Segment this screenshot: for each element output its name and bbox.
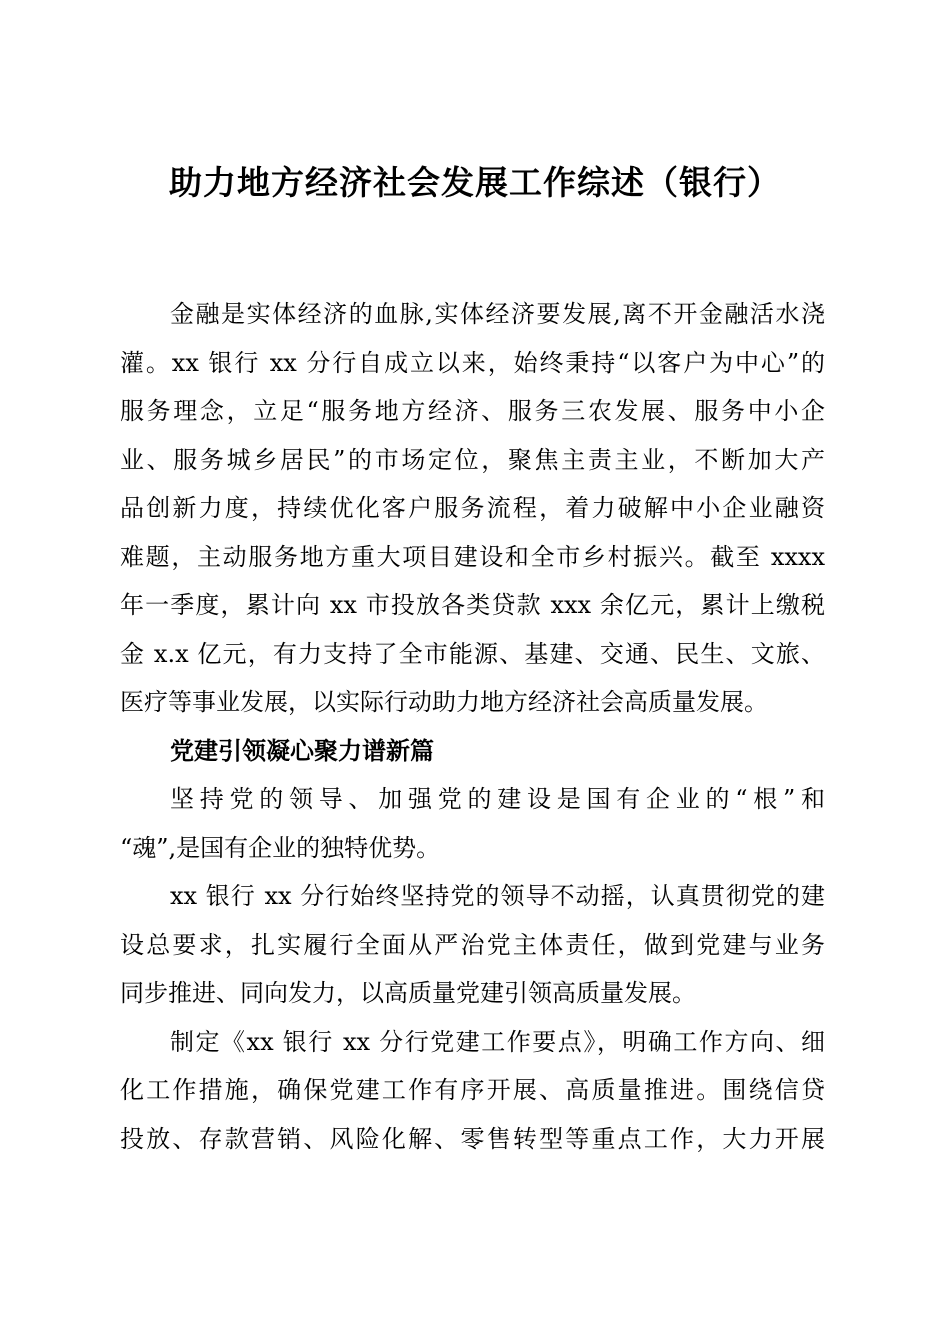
text-line: 坚持党的领导、加强党的建设是国有企业的“根”和 — [170, 785, 825, 813]
paragraph-work-plan — [120, 1018, 825, 1164]
text-line: 灌。xx 银行 xx 分行自成立以来，始终秉持“以客户为中心”的 — [120, 348, 825, 377]
text-line: 金 x.x 亿元，有力支持了全市能源、基建、交通、民生、文旅、 — [120, 639, 825, 668]
paragraph-intro — [120, 290, 825, 727]
text-line: 同步推进、同向发力，以高质量党建引领高质量发展。 — [120, 979, 696, 1007]
text-line: xx 银行 xx 分行始终坚持党的领导不动摇，认真贯彻党的建 — [170, 882, 825, 910]
text-line: 业、服务城乡居民”的市场定位，聚焦主责主业，不断加大产 — [120, 445, 825, 474]
document-body — [120, 290, 825, 1163]
text-line: 设总要求，扎实履行全面从严治党主体责任，做到党建与业务 — [120, 930, 825, 959]
text-line: 投放、存款营销、风险化解、零售转型等重点工作，大力开展 — [120, 1124, 825, 1153]
text-line: 金融是实体经济的血脉,实体经济要发展,离不开金融活水浇 — [170, 300, 825, 328]
text-line: 化工作措施，确保党建工作有序开展、高质量推进。围绕信贷 — [120, 1076, 825, 1104]
text-line: 医疗等事业发展，以实际行动助力地方经济社会高质量发展。 — [120, 688, 768, 716]
text-line: 制定《xx 银行 xx 分行党建工作要点》，明确工作方向、细 — [170, 1027, 825, 1056]
text-line: 年一季度，累计向 xx 市投放各类贷款 xxx 余亿元，累计上缴税 — [120, 591, 825, 619]
text-line: 品创新力度，持续优化客户服务流程，着力破解中小企业融资 — [120, 494, 825, 522]
section-heading: 党建引领凝心聚力谱新篇 — [170, 736, 434, 765]
paragraph-party-leadership — [120, 775, 825, 872]
paragraph-branch-commitment — [120, 872, 825, 1018]
text-line: 难题，主动服务地方重大项目建设和全市乡村振兴。截至 xxxx — [120, 542, 825, 571]
text-line: 服务理念，立足“服务地方经济、服务三农发展、服务中小企 — [120, 397, 825, 425]
document-title: 助力地方经济社会发展工作综述（银行） — [169, 163, 781, 202]
text-line: “魂”,是国有企业的独特优势。 — [120, 833, 441, 862]
